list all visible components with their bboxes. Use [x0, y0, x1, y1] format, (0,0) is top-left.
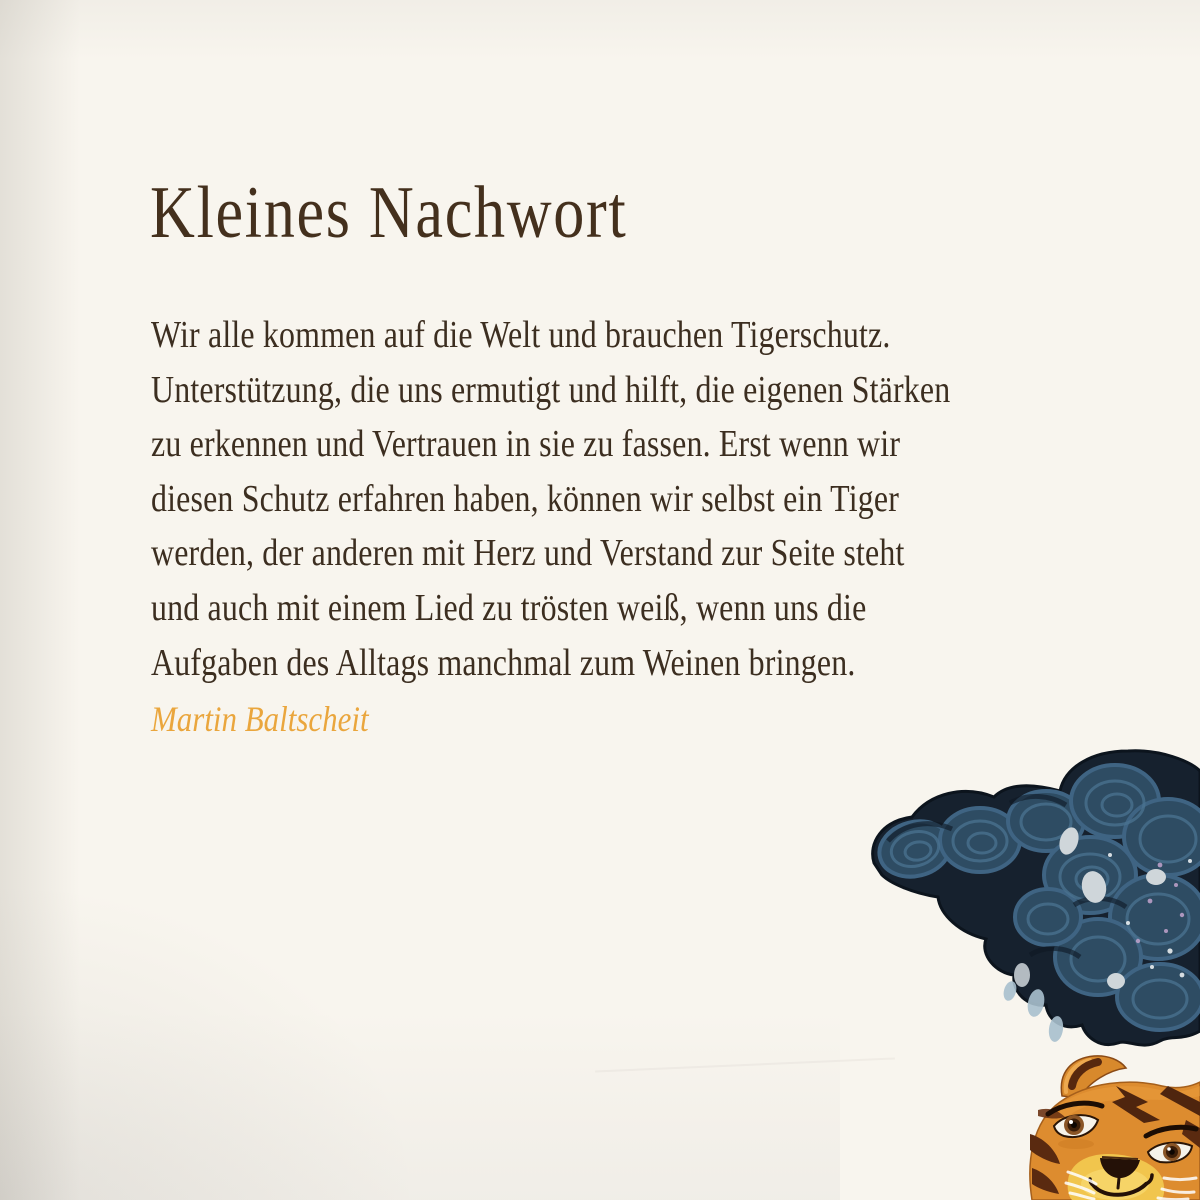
paragraph-line: zu erkennen und Vertrauen in sie zu fassen. Erst wenn wir [151, 423, 901, 466]
author-credit: Martin Baltscheit [151, 699, 369, 739]
afterword-paragraph [151, 308, 950, 690]
paragraph-line: Unterstützung, die uns ermutigt und hilft, die eigenen Stärken [151, 368, 951, 411]
paragraph-line: diesen Schutz erfahren haben, können wir selbst ein Tiger [151, 477, 899, 520]
paragraph-line: und auch mit einem Lied zu trösten weiß, wenn uns die [151, 586, 867, 629]
tiger-face-illustration [1010, 1052, 1200, 1200]
page-title: Kleines Nachwort [150, 172, 628, 254]
paragraph-line: Wir alle kommen auf die Welt und brauchen Tigerschutz. [151, 314, 891, 356]
paragraph-line: werden, der anderen mit Herz und Verstand zur Seite steht [151, 532, 905, 575]
page-curve-shadow [0, 1010, 840, 1200]
page-shadow-top [0, 0, 1200, 60]
storm-cloud-illustration [860, 745, 1200, 1055]
paragraph-line: Aufgaben des Alltags manchmal zum Weinen bringen. [151, 641, 856, 684]
